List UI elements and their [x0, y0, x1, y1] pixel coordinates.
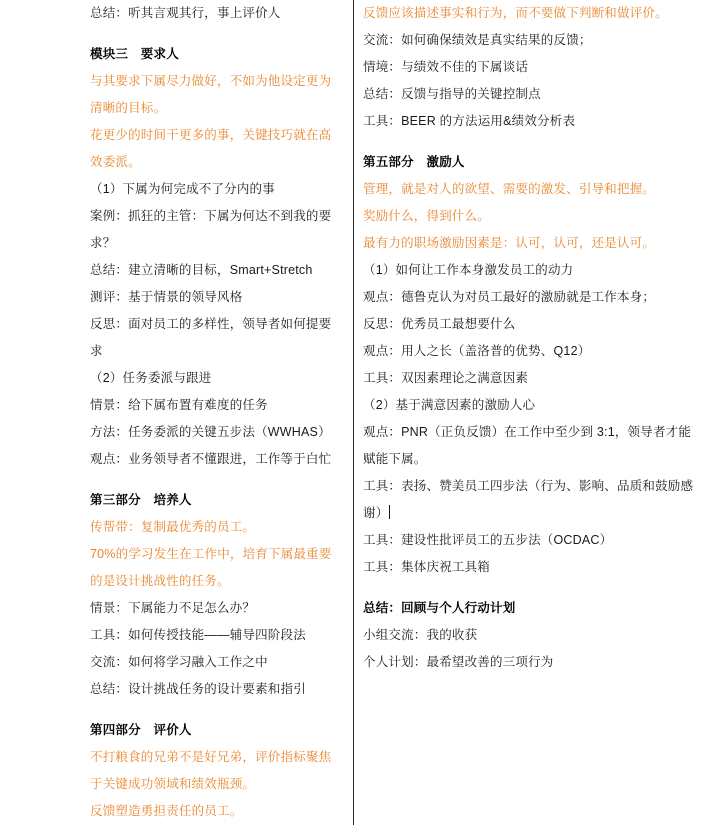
outline-line: 交流：如何确保绩效是真实结果的反馈；	[363, 33, 592, 47]
section-heading: 第四部分 评价人	[90, 723, 192, 737]
outline-line: 反馈塑造勇担责任的员工。	[90, 804, 243, 818]
outline-line: 反馈应该描述事实和行为，而不要做下判断和做评价。	[363, 6, 668, 20]
outline-line: 情境：与绩效不佳的下属谈话	[363, 60, 529, 74]
outline-line: 传帮带：复制最优秀的员工。	[90, 520, 256, 534]
section-heading: 总结：回顾与个人行动计划	[363, 601, 516, 615]
outline-line: 观点：业务领导者不懂跟进，工作等于白忙	[90, 452, 332, 466]
outline-line: 奖励什么，得到什么。	[363, 209, 491, 223]
section-heading: 第三部分 培养人	[90, 493, 192, 507]
outline-line: 情景：下属能力不足怎么办？	[90, 601, 256, 615]
outline-line: 方法：任务委派的关键五步法（WWHAS）	[90, 425, 331, 439]
outline-line: （1）下属为何完成不了分内的事	[90, 182, 275, 196]
outline-line: 观点：PNR（正负反馈）在工作中至少到 3:1，领导者才能赋能下属。	[363, 425, 692, 466]
outline-line: 交流：如何将学习融入工作之中	[90, 655, 268, 669]
outline-line: 与其要求下属尽力做好，不如为他设定更为清晰的目标。	[90, 74, 332, 115]
outline-line: 反思：优秀员工最想要什么	[363, 317, 516, 331]
section-heading: 第五部分 激励人	[363, 155, 465, 169]
outline-line: 工具：集体庆祝工具箱	[363, 560, 491, 574]
outline-line: 观点：用人之长（盖洛普的优势、Q12）	[363, 344, 591, 358]
left-column	[0, 0, 353, 825]
outline-line: 反思：面对员工的多样性，领导者如何提要求	[90, 317, 332, 358]
outline-line: 总结：建立清晰的目标，Smart+Stretch	[90, 263, 313, 277]
outline-line: 案例：抓狂的主管：下属为何达不到我的要求？	[90, 209, 332, 250]
outline-line: 不打粮食的兄弟不是好兄弟，评价指标聚焦于关键成功领域和绩效瓶颈。	[90, 750, 332, 791]
right-column	[353, 0, 706, 825]
section-heading: 模块三 要求人	[90, 47, 179, 61]
outline-line: 总结：反馈与指导的关键控制点	[363, 87, 541, 101]
outline-line: （1）如何让工作本身激发员工的动力	[363, 263, 574, 277]
text-caret	[389, 505, 390, 519]
outline-line: 管理，就是对人的欲望、需要的激发、引导和把握。	[363, 182, 656, 196]
outline-line: 观点：德鲁克认为对员工最好的激励就是工作本身；	[363, 290, 656, 304]
outline-line: 总结：设计挑战任务的设计要素和指引	[90, 682, 306, 696]
outline-line: 总结：听其言观其行，事上评价人	[90, 6, 281, 20]
outline-line: 工具：表扬、赞美员工四步法（行为、影响、品质和鼓励感谢）	[363, 479, 694, 520]
outline-line: 工具：双因素理论之满意因素	[363, 371, 529, 385]
outline-line: 工具：如何传授技能——辅导四阶段法	[90, 628, 306, 642]
outline-line: 情景：给下属布置有难度的任务	[90, 398, 268, 412]
outline-line: （2）任务委派与跟进	[90, 371, 212, 385]
outline-line: 70%的学习发生在工作中，培育下属最重要的是设计挑战性的任务。	[90, 547, 332, 588]
outline-line: （2）基于满意因素的激励人心	[363, 398, 536, 412]
outline-line: 花更少的时间干更多的事，关键技巧就在高效委派。	[90, 128, 332, 169]
outline-line: 测评：基于情景的领导风格	[90, 290, 243, 304]
outline-line: 工具：建设性批评员工的五步法（OCDAC）	[363, 533, 613, 547]
outline-line: 小组交流：我的收获	[363, 628, 478, 642]
outline-line: 最有力的职场激励因素是：认可，认可，还是认可。	[363, 236, 656, 250]
outline-line: 个人计划：最希望改善的三项行为	[363, 655, 554, 669]
outline-line: 工具：BEER 的方法运用&绩效分析表	[363, 114, 576, 128]
